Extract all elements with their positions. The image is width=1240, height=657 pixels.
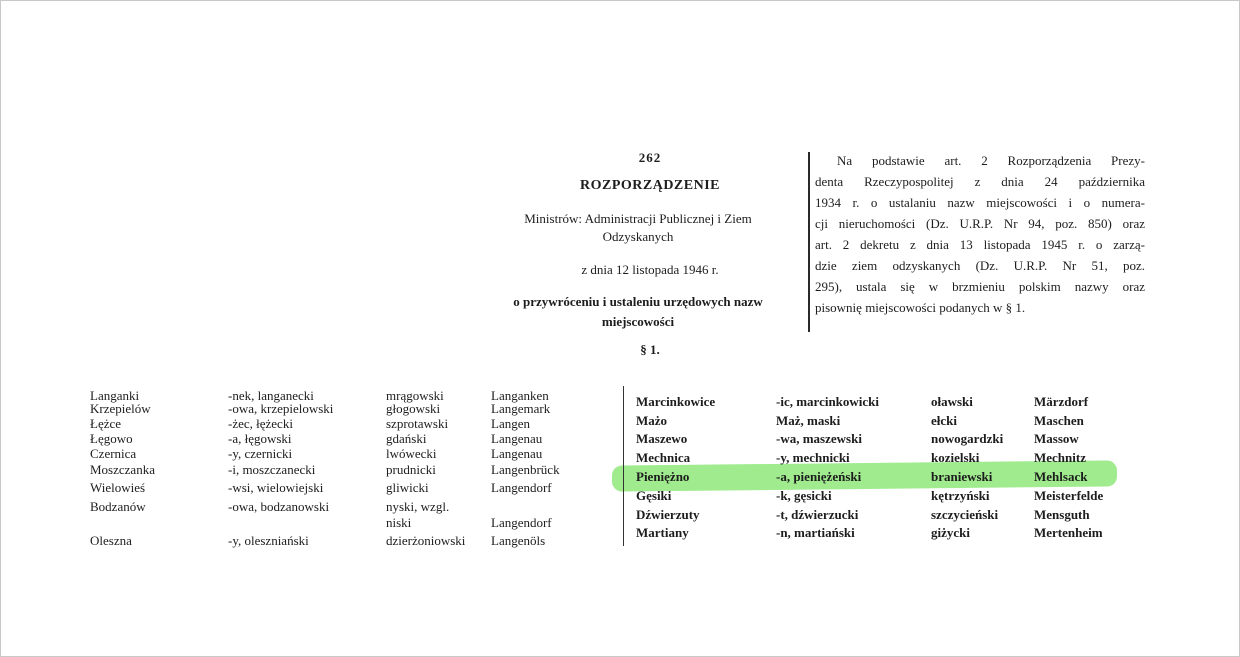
right-table-place-name-cell: Pieniężno	[636, 469, 690, 484]
left-table-declension-cell: -a, łęgowski	[228, 431, 292, 446]
left-table-declension-cell: -wsi, wielowiejski	[228, 480, 324, 495]
right-table-declension-cell: -y, mechnicki	[776, 450, 850, 465]
left-table-place-name-cell: Bodzanów	[90, 499, 146, 514]
preamble-line: art. 2 dekretu z dnia 13 listopada 1945 r. o zarzą-	[815, 237, 1145, 252]
table-divider	[623, 386, 624, 546]
left-table-declension-cell: -owa, bodzanowski	[228, 499, 330, 514]
left-table-declension-cell: -y, czernicki	[228, 446, 293, 461]
right-table-district-cell: oławski	[931, 394, 973, 409]
right-table-district-cell: kozielski	[931, 450, 980, 465]
left-table-place-name-cell: Wielowieś	[90, 480, 146, 495]
right-table-german-name-cell: Massow	[1034, 431, 1079, 446]
regulation-subject: o przywróceniu i ustaleniu urzędowych nazw miejscowości	[513, 294, 763, 329]
left-table-district-cell: gliwicki	[386, 480, 429, 495]
left-table-district-cell: niski	[386, 515, 412, 530]
right-table-declension-cell: -n, martiański	[776, 525, 855, 540]
left-table-german-name-cell: Langanken	[491, 388, 549, 403]
left-table-place-name-cell: Czernica	[90, 446, 137, 461]
right-table-german-name-cell: Maschen	[1034, 413, 1084, 428]
left-table-district-cell: prudnicki	[386, 462, 436, 477]
left-table-place-name-cell: Łężce	[90, 416, 122, 431]
preamble-line: 295), ustala się w brzmieniu polskim nazwy oraz	[815, 279, 1145, 294]
left-table-place-name-cell: Langanki	[90, 388, 140, 403]
left-table-district-cell: lwówecki	[386, 446, 437, 461]
right-table-district-cell: nowogardzki	[931, 431, 1004, 446]
right-table-place-name-cell: Mechnica	[636, 450, 691, 465]
right-table-declension-cell: Maż, maski	[776, 413, 841, 428]
left-table-declension-cell: -y, oleszniański	[228, 533, 309, 548]
left-table-german-name-cell: Langenöls	[491, 533, 546, 548]
left-table-district-cell: głogowski	[386, 401, 441, 416]
right-table-german-name-cell: Märzdorf	[1034, 394, 1089, 409]
left-table-district-cell: dzierżoniowski	[386, 533, 466, 548]
right-table-declension-cell: -ic, marcinkowicki	[776, 394, 880, 409]
section-marker: § 1.	[640, 342, 660, 357]
left-table-german-name-cell: Langenau	[491, 431, 543, 446]
left-table-declension-cell: -owa, krzepielowski	[228, 401, 334, 416]
left-table-declension-cell: -nek, langanecki	[228, 388, 314, 403]
left-table-german-name-cell: Langenau	[491, 446, 543, 461]
column-rule	[808, 152, 810, 332]
document-title: ROZPORZĄDZENIE	[579, 178, 721, 193]
right-table-german-name-cell: Meisterfelde	[1034, 488, 1104, 503]
right-table-declension-cell: -t, dźwierzucki	[776, 507, 859, 522]
left-table-place-name-cell: Łęgowo	[90, 431, 133, 446]
preamble-line: Na podstawie art. 2 Rozporządzenia Prezy-	[837, 153, 1145, 168]
preamble-text	[815, 150, 1145, 318]
left-table-place-name-cell: Krzepielów	[90, 401, 151, 416]
left-table-german-name-cell: Langendorf	[491, 480, 552, 495]
left-table-district-cell: szprotawski	[386, 416, 449, 431]
left-table-place-name-cell: Moszczanka	[90, 462, 155, 477]
preamble-line: dzie ziem odzyskanych (Dz. U.R.P. Nr 51, poz.	[815, 258, 1145, 273]
right-table-district-cell: braniewski	[931, 469, 993, 484]
left-table-place-name-cell: Oleszna	[90, 533, 132, 548]
preamble-line: 1934 r. o ustalaniu nazw miejscowości i o numera-	[815, 195, 1145, 210]
right-table-german-name-cell: Mensguth	[1034, 507, 1090, 522]
right-table-place-name-cell: Mażo	[636, 413, 668, 428]
right-table-declension-cell: -a, pieniężeński	[776, 469, 862, 484]
right-table-district-cell: kętrzyński	[931, 488, 990, 503]
right-table-place-name-cell: Martiany	[636, 525, 689, 540]
right-table-place-name-cell: Gęsiki	[636, 488, 672, 503]
left-table-district-cell: nyski, wzgl.	[386, 499, 450, 514]
right-table-place-name-cell: Marcinkowice	[636, 394, 716, 409]
right-table-declension-cell: -k, gęsicki	[776, 488, 832, 503]
right-table-place-name-cell: Dźwierzuty	[636, 507, 700, 522]
preamble-line: cji nieruchomości (Dz. U.R.P. Nr 94, poz. 850) oraz	[815, 216, 1145, 231]
left-table-german-name-cell: Langendorf	[491, 515, 552, 530]
right-table-declension-cell: -wa, maszewski	[776, 431, 862, 446]
left-table-declension-cell: -i, moszczanecki	[228, 462, 316, 477]
left-table-german-name-cell: Langemark	[491, 401, 551, 416]
left-table-declension-cell: -żec, łężecki	[228, 416, 293, 431]
right-table-german-name-cell: Mehlsack	[1034, 469, 1088, 484]
left-table-district-cell: gdański	[386, 431, 427, 446]
right-table-district-cell: ełcki	[931, 413, 957, 428]
issue-date: z dnia 12 listopada 1946 r.	[581, 262, 719, 277]
right-table-place-name-cell: Maszewo	[636, 431, 688, 446]
right-table-district-cell: giżycki	[931, 525, 970, 540]
right-table-german-name-cell: Mertenheim	[1034, 525, 1103, 540]
right-table-german-name-cell: Mechnitz	[1034, 450, 1086, 465]
left-table-german-name-cell: Langenbrück	[491, 462, 560, 477]
preamble-line: denta Rzeczypospolitej z dnia 24 października	[815, 174, 1145, 189]
left-table-district-cell: mrągowski	[386, 388, 444, 403]
right-table-district-cell: szczycieński	[931, 507, 999, 522]
issuing-ministries: Ministrów: Administracji Publicznej i Ziem Odzyskanych	[524, 211, 752, 244]
page-number: 262	[638, 150, 662, 165]
left-table-german-name-cell: Langen	[491, 416, 530, 431]
preamble-line: pisownię miejscowości podanych w § 1.	[815, 300, 1026, 315]
